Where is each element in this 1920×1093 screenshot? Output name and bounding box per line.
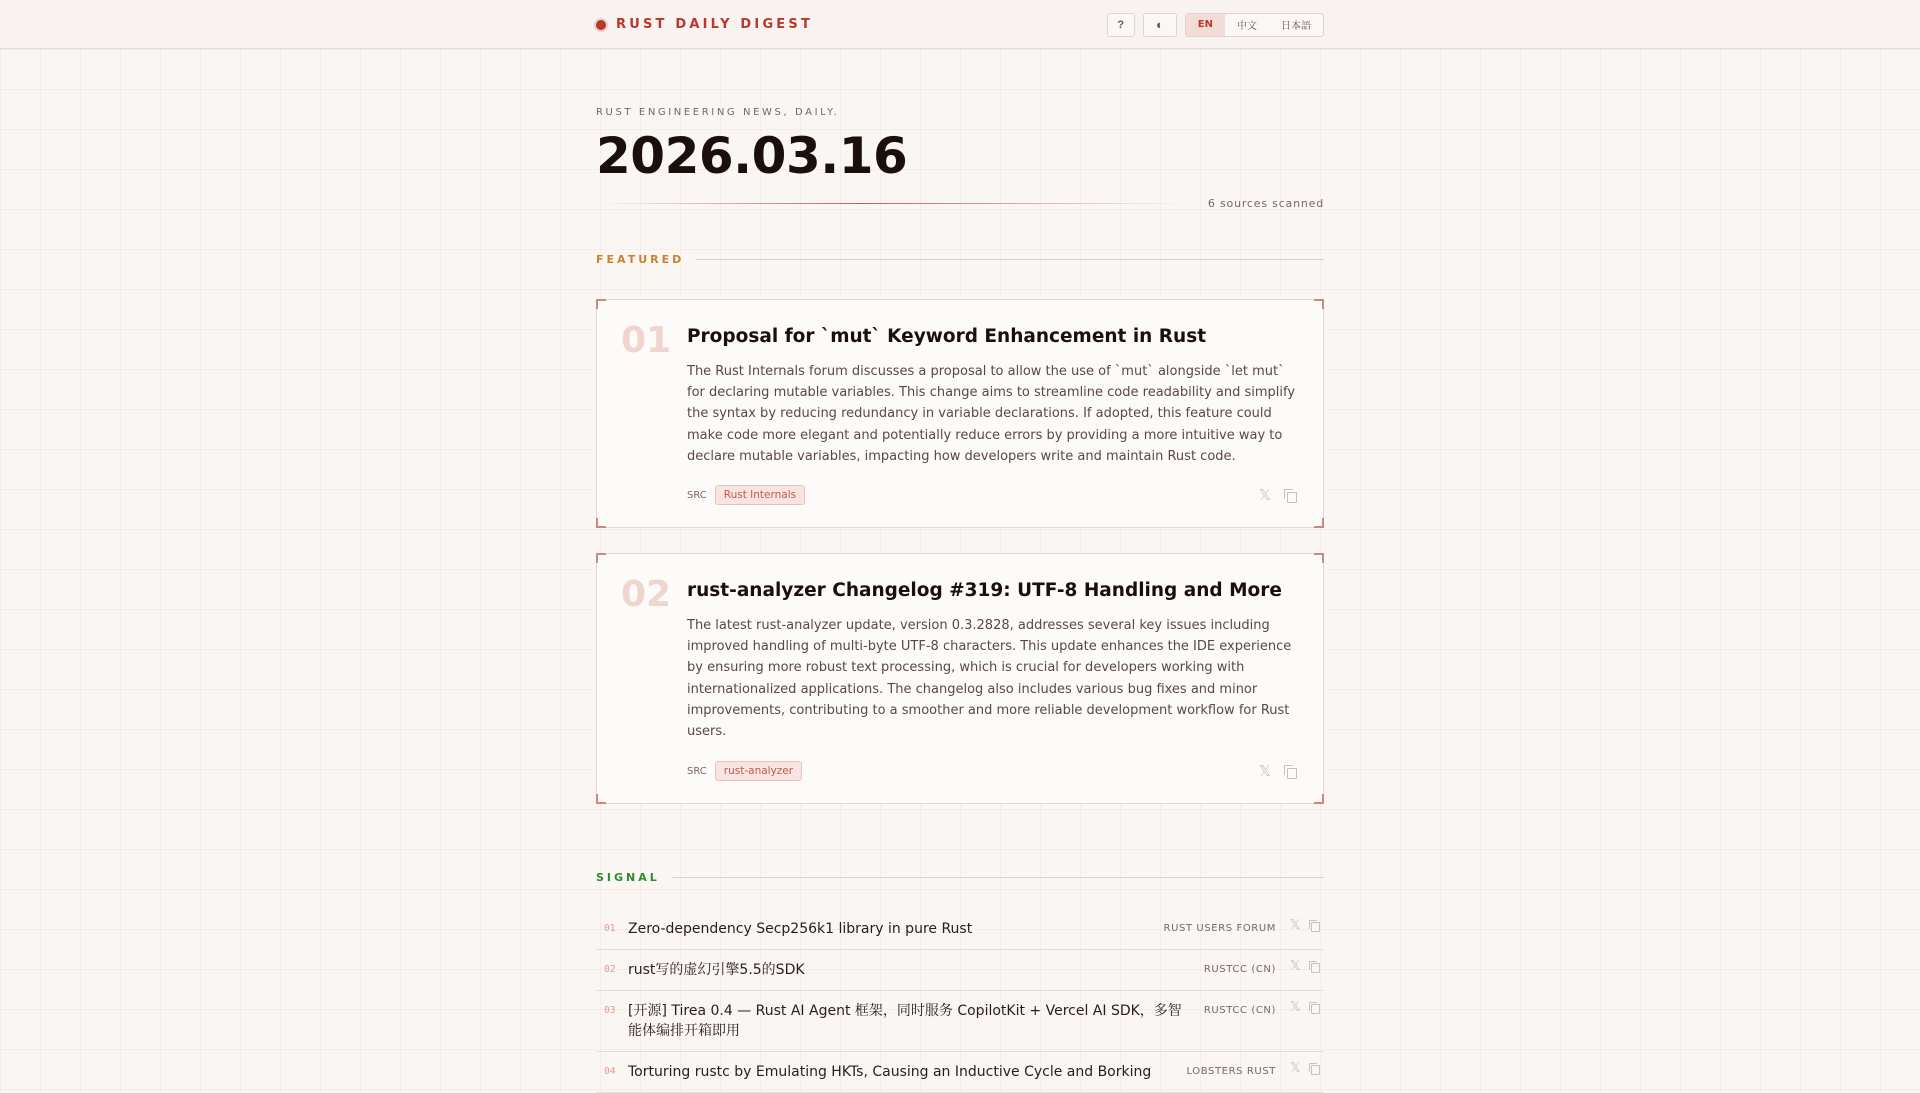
copy-icon[interactable] bbox=[1308, 1001, 1320, 1013]
tagline: RUST ENGINEERING NEWS, DAILY. bbox=[596, 107, 840, 118]
signal-title-link[interactable]: [开源] Tirea 0.4 — Rust AI Agent 框架，同时服务 CopilotKit + Vercel AI SDK，多智能体编排开箱即用 bbox=[628, 1003, 1182, 1039]
signal-source: RUSTCC (CN) bbox=[1203, 1005, 1276, 1016]
help-button[interactable]: ? bbox=[1107, 13, 1135, 37]
corner-bracket bbox=[596, 553, 606, 563]
sources-scanned: 6 sources scanned bbox=[1207, 197, 1324, 210]
source-badge[interactable]: Rust Internals bbox=[715, 485, 805, 505]
signal-row[interactable] bbox=[596, 909, 1324, 950]
section-divider bbox=[672, 877, 1324, 878]
signal-section-header bbox=[596, 871, 1324, 884]
brand[interactable] bbox=[596, 17, 813, 32]
copy-icon[interactable] bbox=[1308, 960, 1320, 972]
corner-bracket bbox=[596, 794, 606, 804]
featured-label: FEATURED bbox=[596, 253, 685, 266]
lang-zh[interactable]: 中文 bbox=[1237, 21, 1257, 32]
signal-row[interactable] bbox=[596, 950, 1324, 991]
corner-bracket bbox=[596, 518, 606, 528]
corner-bracket bbox=[596, 299, 606, 309]
x-logo-icon[interactable]: 𝕏 bbox=[1290, 1000, 1301, 1015]
lang-ja[interactable]: 日本語 bbox=[1281, 21, 1311, 32]
language-switcher bbox=[1185, 13, 1324, 37]
theme-toggle-button[interactable] bbox=[1143, 13, 1177, 37]
signal-title-link[interactable]: rust写的虚幻引擎5.5的SDK bbox=[628, 962, 805, 978]
lang-en[interactable]: EN bbox=[1186, 14, 1225, 36]
source-badge[interactable]: rust-analyzer bbox=[715, 761, 802, 781]
x-logo-icon[interactable]: 𝕏 bbox=[1258, 485, 1271, 504]
signal-label: SIGNAL bbox=[596, 871, 660, 884]
signal-title-link[interactable]: Torturing rustc by Emulating HKTs, Causing an Inductive Cycle and Borking bbox=[628, 1064, 1152, 1080]
signal-source: RUSTCC (CN) bbox=[1203, 964, 1276, 975]
signal-list bbox=[596, 909, 1324, 1093]
hero-divider bbox=[596, 203, 1186, 204]
copy-icon[interactable] bbox=[1308, 919, 1320, 931]
brand-name: RUST DAILY DIGEST bbox=[616, 17, 814, 32]
featured-card[interactable] bbox=[596, 299, 1324, 528]
signal-row[interactable] bbox=[596, 991, 1324, 1052]
card-description: The latest rust-analyzer update, version 0.3.2828, addresses several key issues including improved handling of multi-byte UTF-8 characters. This update enhances the IDE experience by ensuring more robust text processing, which is crucial for developers working with internationalized applications. The changelog also includes various bug fixes and minor improvements, contributing to a smoother and more reliable development workflow for Rust users. bbox=[687, 618, 1292, 740]
signal-title-link[interactable]: Zero-dependency Secp256k1 library in pure Rust bbox=[628, 921, 973, 937]
header-controls bbox=[1107, 13, 1324, 37]
page-title-date: 2026.03.16 bbox=[596, 127, 908, 185]
signal-source: RUST USERS FORUM bbox=[1163, 923, 1276, 934]
copy-icon[interactable] bbox=[1308, 1062, 1320, 1074]
signal-number: 04 bbox=[604, 1066, 616, 1077]
card-number: 01 bbox=[621, 320, 672, 361]
signal-number: 02 bbox=[604, 964, 616, 975]
card-description: The Rust Internals forum discusses a proposal to allow the use of `mut` alongside `let mut` for declaring mutable variables. This change aims to streamline code readability and simplify the syntax by reducing redundancy in variable declarations. If adopted, this feature could make code more elegant and potentially reduce errors by providing a more intuitive way to declare mutable variables, impacting how developers write and maintain Rust code. bbox=[687, 364, 1296, 464]
brand-dot-icon bbox=[596, 20, 606, 30]
card-number: 02 bbox=[621, 574, 672, 615]
card-title-link[interactable]: rust-analyzer Changelog #319: UTF-8 Handling and More bbox=[687, 580, 1282, 601]
top-bar bbox=[0, 0, 1920, 49]
x-logo-icon[interactable]: 𝕏 bbox=[1290, 918, 1301, 933]
featured-section-header bbox=[596, 253, 1324, 266]
x-logo-icon[interactable]: 𝕏 bbox=[1258, 761, 1271, 780]
copy-icon[interactable] bbox=[1283, 488, 1297, 502]
section-divider bbox=[696, 259, 1324, 260]
x-logo-icon[interactable]: 𝕏 bbox=[1290, 1061, 1301, 1076]
corner-bracket bbox=[1314, 518, 1324, 528]
x-logo-icon[interactable]: 𝕏 bbox=[1290, 959, 1301, 974]
signal-row[interactable] bbox=[596, 1052, 1324, 1093]
signal-number: 01 bbox=[604, 923, 616, 934]
signal-source: LOBSTERS RUST bbox=[1186, 1066, 1276, 1077]
corner-bracket bbox=[1314, 299, 1324, 309]
source-label: SRC bbox=[687, 489, 707, 501]
featured-card[interactable] bbox=[596, 553, 1324, 804]
card-title-link[interactable]: Proposal for `mut` Keyword Enhancement in Rust bbox=[687, 326, 1207, 347]
copy-icon[interactable] bbox=[1283, 764, 1297, 778]
corner-bracket bbox=[1314, 553, 1324, 563]
corner-bracket bbox=[1314, 794, 1324, 804]
signal-number: 03 bbox=[604, 1005, 616, 1016]
source-label: SRC bbox=[687, 765, 707, 777]
contrast-icon: ◐ bbox=[1155, 17, 1164, 32]
